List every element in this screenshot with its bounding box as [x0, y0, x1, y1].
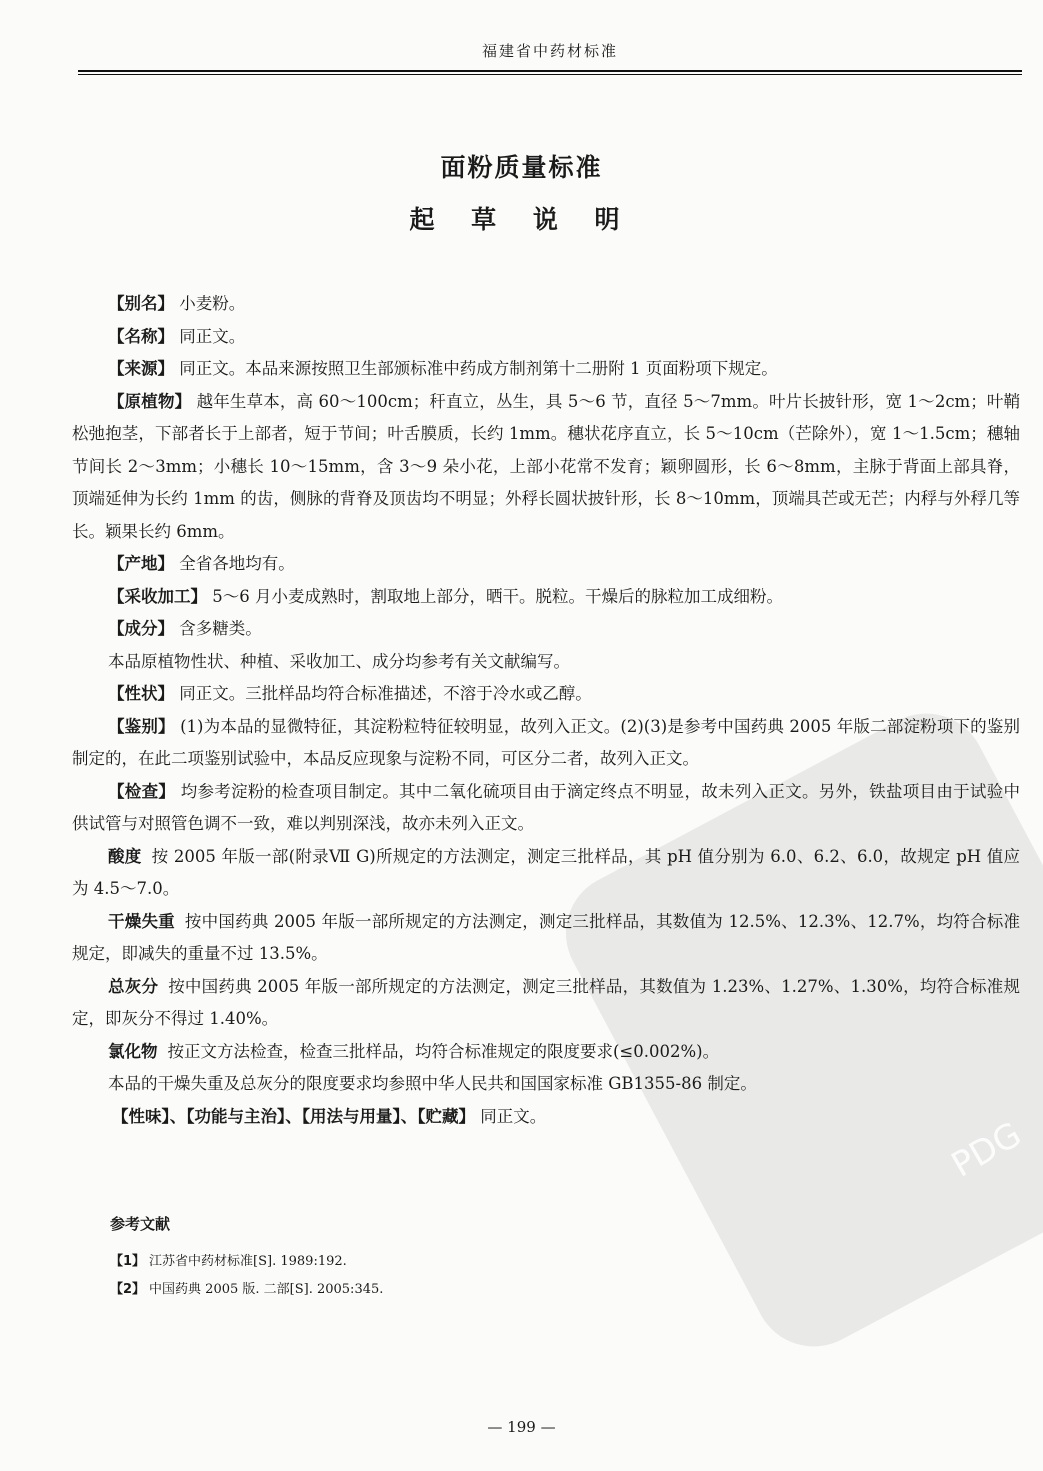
check-text: 按中国药典 2005 年版一部所规定的方法测定，测定三批样品，其数值为 12.5%、12.3%、12.7%，均符合标准规定，即减失的重量不过 13.5%。: [72, 911, 1020, 963]
section-name: [72, 321, 1020, 354]
reference-item: [110, 1248, 1010, 1276]
section-text: 同正文。: [179, 326, 246, 346]
section-tag: 【鉴别】: [108, 716, 175, 736]
section-tag: 【来源】: [108, 359, 174, 378]
section-tag: 【采收加工】: [108, 586, 207, 606]
check-label: 总灰分: [108, 976, 159, 996]
section-tag: 【原植物】: [108, 391, 192, 411]
header-rule: [78, 70, 1022, 75]
check-acidity: [72, 841, 1020, 906]
check-text: 按 2005 年版一部(附录Ⅶ G)所规定的方法测定，测定三批样品，其 pH 值分别为 6.0、6.2、6.0，故规定 pH 值应为 4.5～7.0。: [72, 846, 1020, 898]
section-text: 同正文。三批样品均符合标准描述，不溶于冷水或乙醇。: [179, 684, 592, 703]
check-text: 按正文方法检查，检查三批样品，均符合标准规定的限度要求(≤0.002%)。: [167, 1041, 720, 1061]
doc-subtitle: 起 草 说 明: [409, 205, 634, 234]
page-number: — 199 —: [487, 1418, 556, 1436]
doc-title: 面粉质量标准: [440, 153, 603, 182]
closing-tag: 【性味】、【功能与主治】、【用法与用量】、【贮藏】: [112, 1106, 475, 1126]
section-tag: 【成分】: [108, 619, 174, 638]
section-text: 5～6 月小麦成熟时，割取地上部分，晒干。脱粒。干燥后的脉粒加工成细粉。: [212, 586, 783, 606]
section-source: [72, 353, 1020, 386]
section-inspection: [72, 776, 1020, 841]
section-origin: [72, 548, 1020, 581]
section-plant: [72, 386, 1020, 549]
reference-item: [110, 1276, 1010, 1304]
running-header: 福建省中药材标准: [481, 42, 618, 60]
section-tag: 【产地】: [108, 554, 174, 573]
section-text: 含多糖类。: [179, 619, 262, 638]
closing-note: [72, 1068, 1020, 1101]
check-text: 按中国药典 2005 年版一部所规定的方法测定，测定三批样品，其数值为 1.23%、1.27%、1.30%，均符合标准规定，即灰分不得过 1.40%。: [72, 976, 1020, 1028]
section-components: [72, 613, 1020, 646]
reference-number: 【1】: [110, 1254, 146, 1269]
closing-note-text: 本品的干燥失重及总灰分的限度要求均参照中华人民共和国国家标准 GB1355-86 制定。: [108, 1074, 757, 1093]
section-tag: 【检查】: [108, 781, 176, 801]
section-properties: [72, 678, 1020, 711]
section-text: 均参考淀粉的检查项目制定。其中二氧化硫项目由于滴定终点不明显，故未列入正文。另外，铁盐项目由于试验中供试管与对照管色调不一致，难以判别深浅，故亦未列入正文。: [72, 781, 1021, 833]
section-identification: [72, 711, 1020, 776]
section-text: 越年生草本，高 60～100cm；秆直立，丛生，具 5～6 节，直径 5～7mm。叶片长披针形，宽 1～2cm；叶鞘松弛抱茎，下部者长于上部者，短于节间；叶舌膜质，长约 1mm。穗状花序直立，长 5～10cm（芒除外），宽 1～1.5cm；穗轴节间长 2～3mm；小穗长 10～15mm，含 3～9 朵小花，上部小花常不发育；颖卵圆形，长 6～8mm，主脉于背面上部具脊，顶端延伸为长约 1mm 的齿，侧脉的背脊及顶齿均不明显；外稃长圆状披针形，长 8～10mm，顶端具芒或无芒；内稃与外稃几等长。颖果长约 6mm。: [72, 391, 1020, 541]
check-label: 氯化物: [108, 1041, 158, 1061]
check-chloride: [72, 1036, 1020, 1069]
reference-text: 中国药典 2005 版. 二部[S]. 2005:345.: [149, 1282, 384, 1297]
section-text: 本品原植物性状、种植、采收加工、成分均参考有关文献编写。: [108, 651, 570, 671]
closing-text: 同正文。: [480, 1106, 547, 1126]
section-text: 小麦粉。: [179, 294, 246, 313]
check-label: 酸度: [108, 846, 142, 866]
section-tag: 【别名】: [108, 294, 174, 313]
watermark-text: PDG: [944, 1114, 1029, 1186]
section-tag: 【名称】: [108, 326, 174, 346]
reference-text: 江苏省中药材标准[S]. 1989:192.: [149, 1254, 347, 1269]
document-body: [72, 288, 1020, 1133]
check-drying-loss: [72, 906, 1020, 971]
section-text: (1)为本品的显微特征，其淀粉粒特征较明显，故列入正文。(2)(3)是参考中国药典 2005 年版二部淀粉项下的鉴别制定的，在此二项鉴别试验中，本品反应现象与淀粉不同，可区分二者，故列入正文。: [72, 716, 1021, 768]
references: [110, 1213, 1010, 1304]
closing-section: [72, 1101, 1020, 1134]
section-text: 同正文。本品来源按照卫生部颁标准中药成方制剂第十二册附 1 页面粉项下规定。: [179, 359, 778, 378]
section-tag: 【性状】: [108, 684, 174, 703]
check-total-ash: [72, 971, 1020, 1036]
section-reference-note: [72, 646, 1020, 679]
section-text: 全省各地均有。: [179, 554, 295, 573]
reference-number: 【2】: [110, 1282, 146, 1297]
section-harvest: [72, 581, 1020, 614]
check-label: 干燥失重: [108, 911, 175, 931]
section-alias: [72, 288, 1020, 321]
references-title: 参考文献: [110, 1215, 171, 1233]
